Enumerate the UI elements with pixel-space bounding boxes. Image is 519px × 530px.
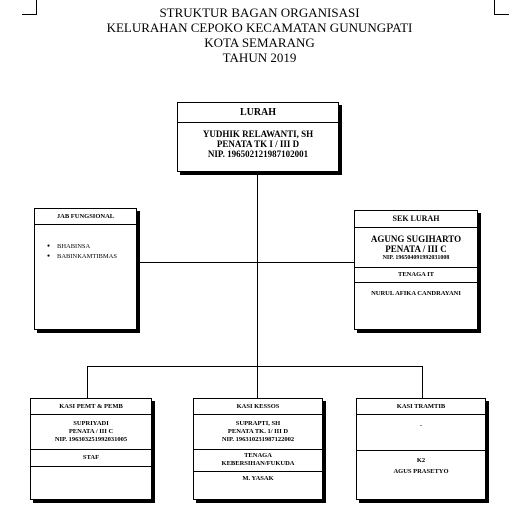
list-item: ● BHABINSA (47, 242, 136, 252)
sek-lurah-rank: PENATA / III C (385, 244, 447, 254)
kasi-kessos-box (193, 398, 323, 500)
jab-fungsional-box (34, 208, 137, 330)
kasi-pemt-box (30, 398, 152, 500)
connector-drop-right (422, 366, 423, 398)
kasi-tramtib-divider-2 (357, 450, 485, 451)
kasi-pemt-rank: PENATA / III C (68, 428, 114, 435)
connector-horizontal-bottom (87, 366, 423, 367)
kasi-pemt-divider-3 (31, 466, 151, 467)
kasi-kessos-name: SUPRAPTI, SH (235, 420, 281, 427)
sek-lurah-nip: NIP. 196504091992031008 (382, 255, 450, 261)
lurah-rank: PENATA TK I / III D (216, 139, 300, 149)
kasi-tramtib-heading: KASI TRAMTIB (396, 403, 446, 410)
kasi-pemt-staff: STAF (82, 454, 100, 461)
jab-fungsional-divider (35, 224, 136, 225)
connector-drop-left (87, 366, 88, 398)
lurah-heading: LURAH (239, 107, 277, 118)
kasi-kessos-divider (194, 414, 322, 415)
kasi-kessos-staff-line1: TENAGA (244, 452, 272, 459)
sek-lurah-staff-name: NURUL AFIKA CANDRAYANI (371, 290, 461, 297)
title-line-2: KELURAHAN CEPOKO KECAMATAN GUNUNGPATI (106, 20, 413, 35)
kasi-pemt-divider (31, 414, 151, 415)
kasi-tramtib-staff-name: AGUS PRASETYO (393, 468, 449, 475)
title-line-3: KOTA SEMARANG (204, 35, 315, 50)
lurah-name: YUDHIK RELAWANTI, SH (202, 129, 314, 139)
kasi-kessos-staff-line2: KEBERSIHAN/FUKUDA (221, 460, 295, 467)
lurah-divider (178, 122, 338, 123)
kasi-pemt-heading: KASI PEMT & PEMB (59, 403, 123, 410)
kasi-tramtib-staff-title: K2 (416, 457, 426, 464)
kasi-tramtib-name: - (419, 422, 423, 429)
sek-lurah-divider (355, 227, 477, 228)
lurah-box (177, 102, 339, 172)
sek-lurah-heading: SEK LURAH (392, 214, 440, 223)
sek-lurah-name: AGUNG SUGIHARTO (370, 234, 462, 244)
kasi-tramtib-box (356, 398, 486, 500)
list-item: ● BABINKAMTIBMAS (47, 252, 136, 262)
sek-lurah-staff-title: TENAGA IT (398, 271, 434, 278)
kasi-pemt-name: SUPRIYADI (73, 420, 109, 427)
kasi-pemt-nip: NIP. 196303251992031005 (54, 436, 128, 443)
kasi-tramtib-divider (357, 414, 485, 415)
kasi-kessos-staff-name: M. YASAK (242, 475, 274, 482)
connector-vertical-main (257, 170, 258, 367)
kasi-kessos-heading: KASI KESSOS (236, 403, 280, 410)
sek-lurah-box (354, 210, 478, 330)
jab-fungsional-heading: JAB FUNGSIONAL (56, 213, 115, 220)
kasi-kessos-divider-2 (194, 449, 322, 450)
sek-lurah-divider-3 (355, 282, 477, 283)
title-line-1: STRUKTUR BAGAN ORGANISASI (159, 5, 360, 20)
lurah-nip: NIP. 196502121987102001 (207, 149, 309, 159)
kasi-kessos-rank: PENATA TK. 1/ III D (227, 428, 289, 435)
kasi-kessos-nip: NIP. 196310231987122002 (221, 436, 295, 443)
title-line-4: TAHUN 2019 (222, 50, 297, 65)
jab-fungsional-list (35, 242, 136, 262)
connector-drop-center (257, 366, 258, 398)
connector-horizontal-side (135, 262, 357, 263)
